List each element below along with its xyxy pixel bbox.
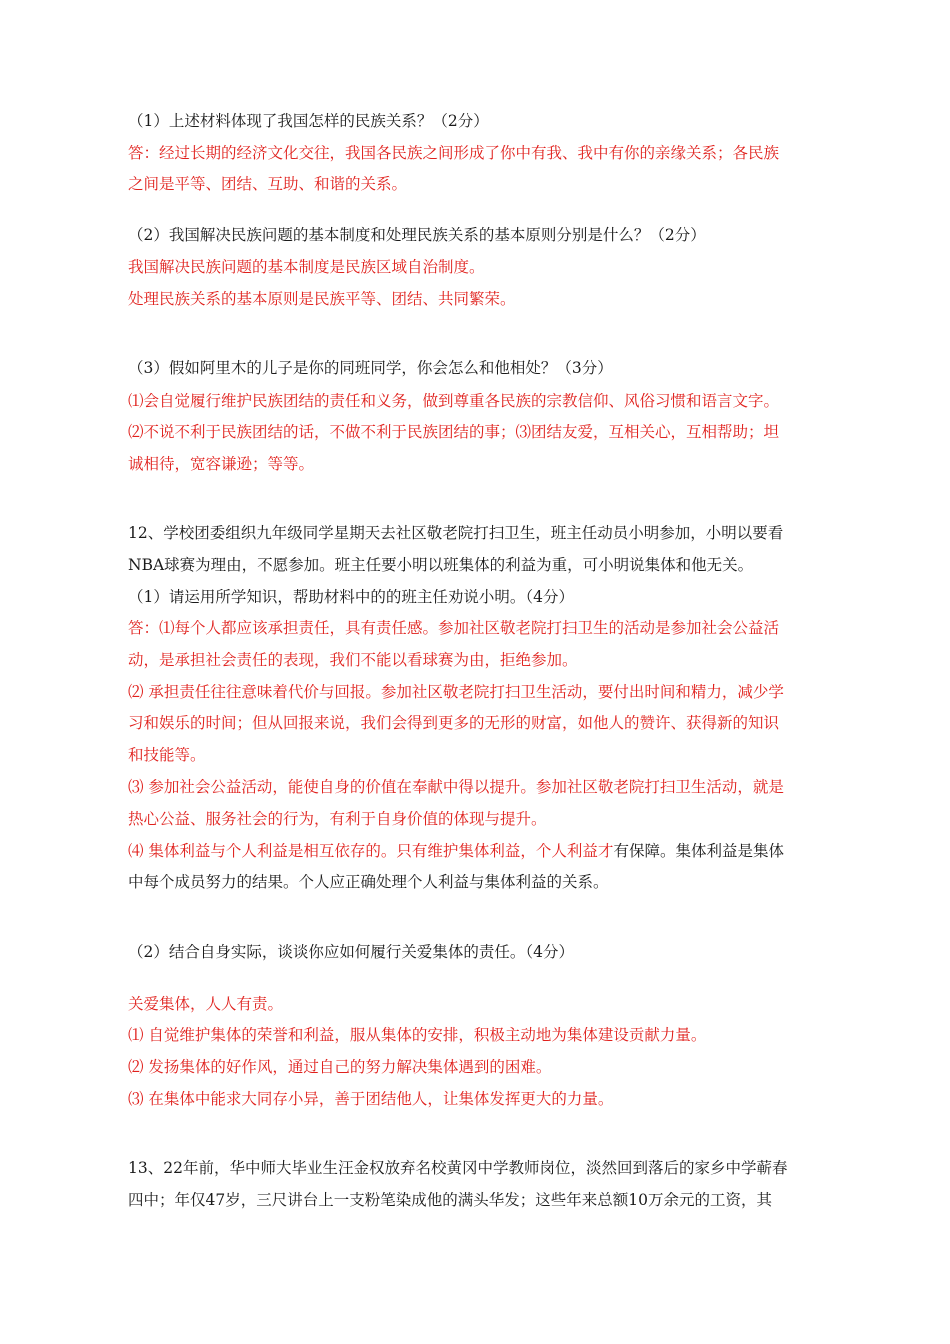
answer-line <box>128 1057 551 1077</box>
answer-line <box>128 289 516 309</box>
answer-line <box>128 174 407 194</box>
line-text: 之间是平等、团结、互助、和谐的关系。 <box>128 175 408 193</box>
answer-line <box>128 618 779 638</box>
line-text: ⑷ 集体利益与个人利益是相互依存的。只有维护集体利益，个人利益才 <box>128 842 614 860</box>
question-line <box>128 942 574 962</box>
answer-line <box>128 1089 613 1109</box>
line-text: 中每个成员努力的结果。个人应正确处理个人利益与集体利益的关系。 <box>128 873 609 891</box>
line-text: （3）假如阿里木的儿子是你的同班同学，你会怎么和他相处？（3分） <box>128 359 613 377</box>
line-text: 和技能等。 <box>128 746 206 764</box>
line-text: ⑵ 发扬集体的好作风，通过自己的努力解决集体遇到的困难。 <box>128 1058 552 1076</box>
question-line <box>128 872 609 892</box>
answer-line <box>128 391 779 411</box>
line-text: 四中；年仅47岁，三尺讲台上一支粉笔染成他的满头华发；这些年来总额10万余元的工资，其 <box>128 1191 772 1209</box>
question-line <box>128 225 706 245</box>
answer-line <box>128 745 206 765</box>
answer-line <box>128 809 547 829</box>
answer-line <box>128 454 314 474</box>
line-text: 关爱集体，人人有责。 <box>128 995 284 1013</box>
line-text: NBA球赛为理由，不愿参加。班主任要小明以班集体的利益为重，可小明说集体和他无关。 <box>128 556 754 574</box>
answer-line <box>128 422 779 442</box>
question-line <box>128 523 783 543</box>
line-text: 动，是承担社会责任的表现，我们不能以看球赛为由，拒绝参加。 <box>128 651 578 669</box>
line-text-tail: 有保障。集体利益是集体 <box>613 842 784 860</box>
line-text: （2）我国解决民族问题的基本制度和处理民族关系的基本原则分别是什么？（2分） <box>128 226 706 244</box>
question-line <box>128 358 613 378</box>
line-text: （1）请运用所学知识，帮助材料中的的班主任劝说小明。（4分） <box>128 588 574 606</box>
question-line <box>128 1158 787 1178</box>
answer-line <box>128 994 283 1014</box>
line-text: （1）上述材料体现了我国怎样的民族关系？（2分） <box>128 112 489 130</box>
answer-line <box>128 713 779 733</box>
line-text: 诚相待，宽容谦逊；等等。 <box>128 455 315 473</box>
question-line <box>128 1190 772 1210</box>
line-text: 答：经过长期的经济文化交往，我国各民族之间形成了你中有我、我中有你的亲缘关系；各民族 <box>128 144 780 162</box>
line-text: 12、学校团委组织九年级同学星期天去社区敬老院打扫卫生，班主任动员小明参加，小明以要看 <box>128 524 784 542</box>
answer-line <box>128 650 578 670</box>
line-text: ⑴会自觉履行维护民族团结的责任和义务，做到尊重各民族的宗教信仰、风俗习惯和语言文字。 <box>128 392 780 410</box>
answer-line <box>128 1025 706 1045</box>
answer-line <box>128 682 784 702</box>
line-text: ⑴ 自觉维护集体的荣誉和利益，服从集体的安排，积极主动地为集体建设贡献力量。 <box>128 1026 707 1044</box>
answer-line <box>128 257 485 277</box>
line-text: 处理民族关系的基本原则是民族平等、团结、共同繁荣。 <box>128 290 516 308</box>
answer-line <box>128 777 784 797</box>
line-text: 答：⑴每个人都应该承担责任，具有责任感。参加社区敬老院打扫卫生的活动是参加社会公益活 <box>128 619 780 637</box>
question-line <box>128 111 489 131</box>
line-text: 我国解决民族问题的基本制度是民族区域自治制度。 <box>128 258 485 276</box>
line-text: （2）结合自身实际，谈谈你应如何履行关爱集体的责任。（4分） <box>128 943 574 961</box>
line-text: 习和娱乐的时间；但从回报来说，我们会得到更多的无形的财富，如他人的赞许、获得新的知识 <box>128 714 780 732</box>
line-text: 热心公益、服务社会的行为，有利于自身价值的体现与提升。 <box>128 810 547 828</box>
line-text: ⑵不说不利于民族团结的话，不做不利于民族团结的事；⑶团结友爱，互相关心，互相帮助；坦 <box>128 423 780 441</box>
line-text: ⑵ 承担责任往往意味着代价与回报。参加社区敬老院打扫卫生活动，要付出时间和精力，减少学 <box>128 683 784 701</box>
answer-line <box>128 143 779 163</box>
question-line <box>128 555 753 575</box>
answer-line <box>128 841 784 861</box>
line-text: 13、22年前，华中师大毕业生汪金权放弃名校黄冈中学教师岗位，淡然回到落后的家乡中学蕲春 <box>128 1159 788 1177</box>
question-line <box>128 587 574 607</box>
line-text: ⑶ 参加社会公益活动，能使自身的价值在奉献中得以提升。参加社区敬老院打扫卫生活动，就是 <box>128 778 784 796</box>
line-text: ⑶ 在集体中能求大同存小异，善于团结他人，让集体发挥更大的力量。 <box>128 1090 614 1108</box>
